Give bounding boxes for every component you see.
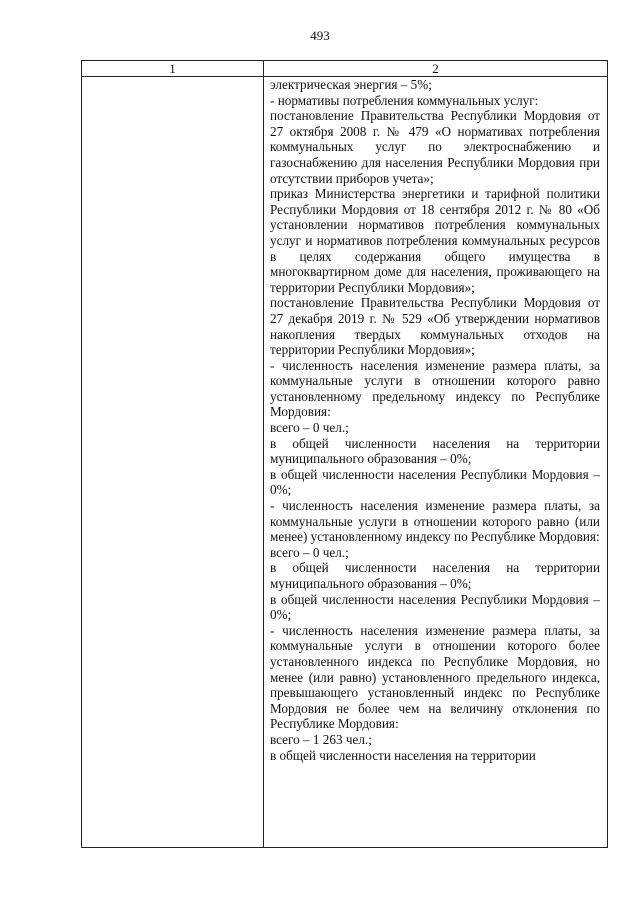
table-header-row — [82, 61, 608, 77]
paragraph: - нормативы потребления коммунальных услуг: — [270, 92, 539, 108]
table-cell-right — [264, 77, 608, 848]
cell-text — [264, 77, 607, 763]
paragraph: приказ Министерства энергетики и тарифной политики Республики Мордовия от 18 сентября 2012 г. № 80 «Об установлении нормативов потребления коммунальных услуг и нормативов потребления коммунальных ресурсов в целях содержания общего имущества в многоквартирном доме для населения, проживающего на территории Республики Мордовия»; — [270, 186, 600, 295]
paragraph: в общей численности населения Республики Мордовия – 0%; — [270, 466, 600, 498]
paragraph: - численность населения изменение размера платы, за коммунальные услуги в отношении которого более установленного индекса по Республике Мордовия, но менее (или равно) установленного предельного индекса, превышающего установленный индекс по Республике Мордовия не более чем на величину отклонения по Республике Мордовия: — [270, 622, 600, 732]
paragraph: электрическая энергия – 5%; — [270, 77, 432, 92]
paragraph: всего – 0 чел.; — [270, 544, 349, 560]
paragraph: в общей численности населения Республики Мордовия – 0%; — [270, 591, 600, 623]
paragraph: постановление Правительства Республики Мордовия от 27 октября 2008 г. № 479 «О нормативах потребления коммунальных услуг по электроснабжению и газоснабжению для населения Республики Мордовия при отсутствии приборов учета»; — [270, 108, 600, 186]
paragraph: - численность населения изменение размера платы, за коммунальные услуги в отношении которого равно (или менее) установленному индексу по Республике Мордовия: — [270, 498, 600, 545]
document-table — [81, 60, 608, 848]
table-row — [82, 77, 608, 848]
paragraph: в общей численности населения на территории муниципального образования – 0%; — [270, 435, 600, 467]
paragraph: в общей численности населения на территории — [270, 747, 536, 763]
paragraph: постановление Правительства Республики Мордовия от 27 декабря 2019 г. № 529 «Об утверждении нормативов накопления твердых коммунальных отходов на территории Республики Мордовия»; — [270, 295, 600, 358]
table-cell-left — [82, 77, 264, 848]
paragraph: всего – 1 263 чел.; — [270, 731, 372, 747]
paragraph: - численность населения изменение размера платы, за коммунальные услуги в отношении которого равно установленному предельному индексу по Республике Мордовия: — [270, 357, 600, 420]
column-header-1: 1 — [82, 61, 264, 77]
paragraph: в общей численности населения на территории муниципального образования – 0%; — [270, 560, 600, 591]
paragraph: всего – 0 чел.; — [270, 420, 349, 436]
page-number: 493 — [310, 28, 330, 43]
column-header-2: 2 — [264, 61, 608, 77]
